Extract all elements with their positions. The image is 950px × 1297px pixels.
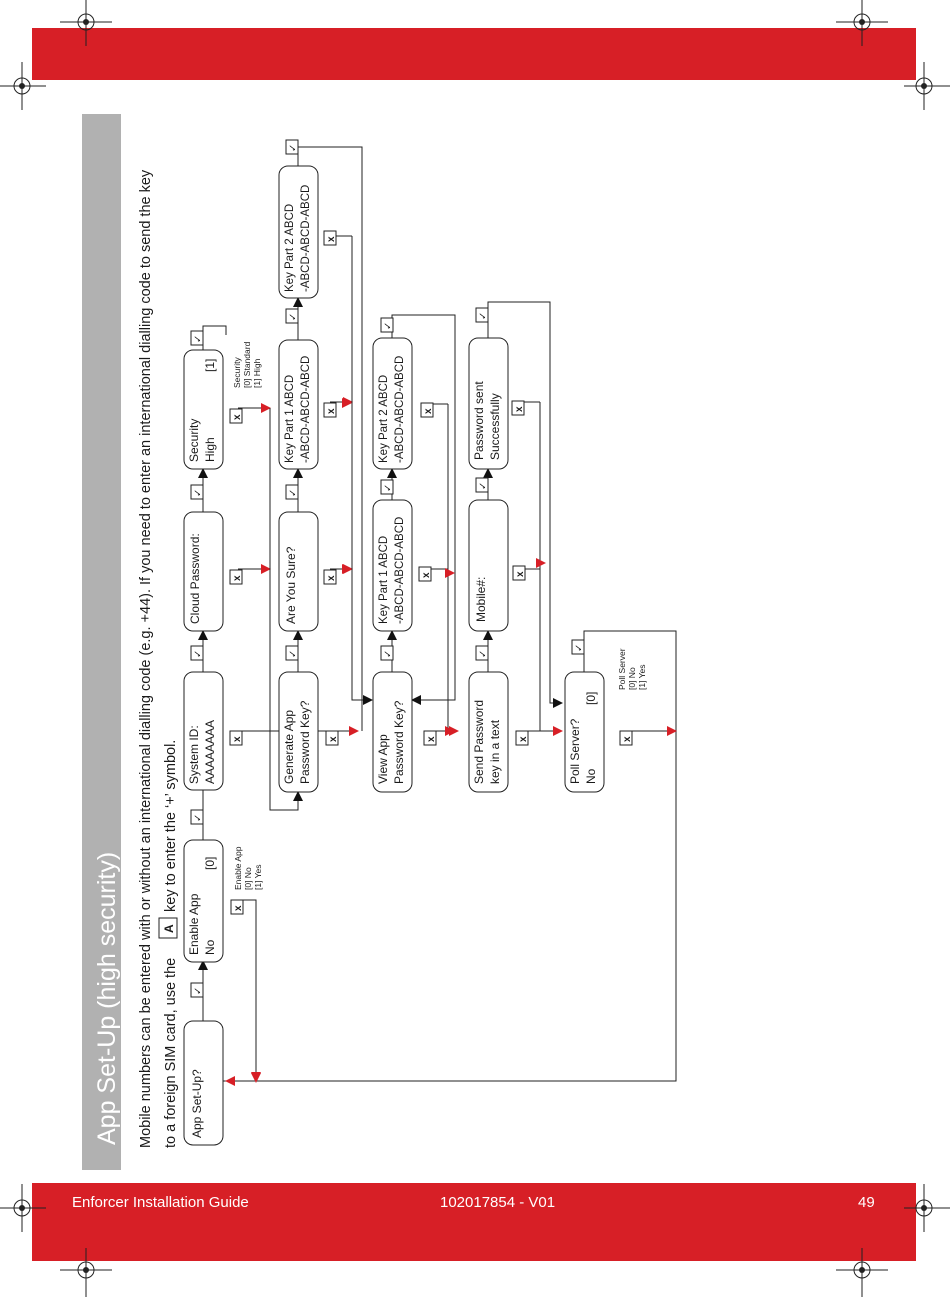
cross-icon: x — [326, 408, 337, 414]
crop-mark-icon — [904, 62, 950, 110]
ok-button[interactable] — [286, 309, 299, 323]
ok-button[interactable] — [572, 640, 585, 654]
arrowhead — [342, 564, 352, 574]
ok-button[interactable] — [191, 331, 204, 345]
note-poll-server — [617, 648, 647, 690]
crop-mark-icon — [0, 1184, 46, 1232]
box-line-2: Successfully — [488, 393, 502, 460]
arrowhead — [536, 558, 546, 568]
crop-mark-icon — [836, 1248, 888, 1297]
box-system-id[interactable] — [184, 672, 223, 790]
cross-icon: x — [515, 571, 526, 577]
crop-mark-icon — [836, 0, 888, 46]
cross-icon: x — [426, 736, 437, 742]
box-line-1: Key Part 2 ABCD — [378, 374, 390, 463]
box-line-1: Generate App — [282, 709, 296, 784]
box-mobile[interactable] — [469, 500, 508, 631]
cancel-button[interactable] — [324, 570, 337, 584]
cross-icon: x — [326, 575, 337, 581]
box-line-1: Key Part 1 ABCD — [284, 374, 296, 463]
cancel-button[interactable] — [512, 401, 525, 415]
box-are-you-sure[interactable] — [279, 512, 318, 631]
ok-button[interactable] — [476, 308, 489, 322]
cancel-button[interactable] — [419, 567, 432, 581]
check-icon: ✓ — [383, 483, 394, 492]
note-line: [0] No — [243, 867, 253, 890]
box-key-part2-generate[interactable] — [279, 166, 318, 298]
arrowhead — [342, 398, 352, 408]
connectors — [203, 147, 676, 1081]
box-app-setup[interactable] — [184, 1021, 223, 1145]
box-cloud-password[interactable] — [184, 512, 223, 631]
cross-icon: x — [622, 736, 633, 742]
intro-line-2-end: key to enter the ‘+’ symbol. — [163, 739, 179, 912]
to-send-bus — [448, 404, 454, 731]
box-line-1: Key Part 2 ABCD — [284, 203, 296, 292]
check-icon: ✓ — [574, 643, 585, 652]
cross-icon: x — [326, 236, 337, 242]
box-generate-key[interactable] — [279, 672, 318, 792]
box-view-key[interactable] — [373, 672, 412, 792]
cancel-button[interactable] — [230, 570, 243, 584]
ok-button[interactable] — [476, 478, 489, 492]
intro-line-2-start: to a foreign SIM card, use the — [163, 957, 179, 1148]
check-icon: ✓ — [383, 649, 394, 658]
note-line: [1] Yes — [637, 664, 647, 690]
note-security — [232, 341, 262, 388]
cross-icon: x — [232, 414, 243, 420]
check-icon: ✓ — [478, 481, 489, 490]
crop-mark-icon — [0, 62, 46, 110]
cross-icon: x — [233, 905, 244, 911]
box-line-2: No — [584, 768, 598, 784]
ok-button[interactable] — [381, 646, 394, 660]
box-line-1: Cloud Password: — [188, 533, 202, 624]
ok-button[interactable] — [286, 646, 299, 660]
crop-mark-icon — [904, 1184, 950, 1232]
box-password-sent[interactable] — [469, 338, 508, 469]
check-icon: ✓ — [288, 649, 299, 658]
a-key-label: A — [162, 924, 176, 933]
note-line: Security — [232, 357, 242, 388]
enable-app-cancel-line — [236, 900, 256, 1081]
cross-icon: x — [423, 408, 434, 414]
cross-icon: x — [232, 575, 243, 581]
ok-button[interactable] — [286, 140, 299, 154]
check-icon: ✓ — [193, 649, 204, 658]
ok-button[interactable] — [286, 485, 299, 499]
box-line-2: -ABCD-ABCD-ABCD — [394, 516, 406, 624]
box-line-1: Enable App — [187, 893, 201, 955]
cross-icon: x — [328, 736, 339, 742]
check-icon: ✓ — [288, 312, 299, 321]
cancel-button[interactable] — [324, 403, 337, 417]
box-key-part2-view[interactable] — [373, 338, 412, 469]
cross-icon: x — [514, 406, 525, 412]
note-line: [0] Standard — [242, 341, 252, 388]
box-line-1: Security — [187, 418, 201, 462]
box-line-2: key in a text — [488, 719, 502, 784]
box-line-1: Poll Server? — [568, 718, 582, 784]
cancel-button[interactable] — [324, 231, 337, 245]
crop-mark-icon — [60, 0, 112, 46]
check-icon: ✓ — [193, 813, 204, 822]
arrowhead — [445, 568, 455, 578]
note-enable-app — [233, 846, 263, 890]
footer-document-code: 102017854 - V01 — [440, 1194, 556, 1211]
box-line-2: -ABCD-ABCD-ABCD — [394, 355, 406, 463]
box-value: [1] — [203, 358, 217, 372]
cancel-button[interactable] — [516, 731, 529, 745]
box-line-2: -ABCD-ABCD-ABCD — [300, 184, 312, 292]
ok-button[interactable] — [191, 810, 204, 824]
cancel-button[interactable] — [230, 409, 243, 423]
box-value: [0] — [203, 856, 217, 870]
check-icon: ✓ — [478, 649, 489, 658]
note-line: Enable App — [233, 846, 243, 890]
ok-button[interactable] — [476, 646, 489, 660]
ok-button[interactable] — [191, 983, 204, 997]
box-line-2: High — [203, 437, 217, 462]
box-key-part1-generate[interactable] — [279, 340, 318, 469]
box-line-1: Key Part 1 ABCD — [378, 535, 390, 624]
security-ok-loop — [203, 326, 226, 350]
footer-page-number: 49 — [858, 1194, 875, 1211]
box-line-2: AAAAAAAA — [203, 719, 217, 784]
cancel-button[interactable] — [326, 731, 339, 745]
box-line-1: Send Password — [472, 699, 486, 784]
cancel-button[interactable] — [513, 566, 526, 580]
ok-button[interactable] — [381, 318, 394, 332]
check-icon: ✓ — [288, 488, 299, 497]
box-enable-app[interactable] — [184, 840, 223, 962]
box-key-part1-view[interactable] — [373, 500, 412, 631]
cross-icon: x — [518, 736, 529, 742]
box-line-1: Mobile#: — [474, 576, 488, 622]
note-line: [1] High — [252, 358, 262, 388]
cancel-button[interactable] — [424, 731, 437, 745]
check-icon: ✓ — [478, 311, 489, 320]
ok-button[interactable] — [381, 480, 394, 494]
intro-line-2 — [159, 740, 179, 1148]
note-line: [1] Yes — [253, 864, 263, 890]
box-line-2: Password Key? — [298, 700, 312, 784]
box-line-1: Are You Sure? — [284, 546, 298, 624]
page-title: App Set-Up (high security) — [93, 851, 121, 1145]
check-icon: ✓ — [193, 488, 204, 497]
box-line-1: View App — [376, 734, 390, 784]
box-line-2: -ABCD-ABCD-ABCD — [300, 355, 312, 463]
cross-icon: x — [421, 572, 432, 578]
intro-line-1: Mobile numbers can be entered with or without an international dialling code (e.g. +44). If you need to enter an international dialling code to send the key — [138, 169, 154, 1148]
cancel-button[interactable] — [421, 403, 434, 417]
check-icon: ✓ — [193, 986, 204, 995]
cancel-button[interactable] — [620, 731, 633, 745]
box-value: [0] — [584, 691, 598, 705]
ok-button[interactable] — [191, 646, 204, 660]
cancel-button[interactable] — [231, 900, 244, 914]
cancel-button[interactable] — [230, 731, 243, 745]
box-line-2: Password Key? — [392, 700, 406, 784]
box-poll-server[interactable] — [565, 672, 604, 792]
check-icon: ✓ — [288, 143, 299, 152]
ok-button[interactable] — [191, 485, 204, 499]
box-line-1: Password sent — [472, 381, 486, 460]
box-send-key[interactable] — [469, 672, 508, 792]
cross-icon: x — [232, 736, 243, 742]
note-line: [0] No — [627, 667, 637, 690]
box-security[interactable] — [184, 350, 223, 469]
box-line-1: App Set-Up? — [190, 1069, 204, 1138]
footer-guide-title: Enforcer Installation Guide — [72, 1194, 249, 1211]
check-icon: ✓ — [193, 334, 204, 343]
box-line-1: System ID: — [187, 725, 201, 784]
box-line-2: No — [203, 939, 217, 955]
crop-mark-icon — [60, 1248, 112, 1297]
note-line: Poll Server — [617, 648, 627, 690]
check-icon: ✓ — [383, 321, 394, 330]
